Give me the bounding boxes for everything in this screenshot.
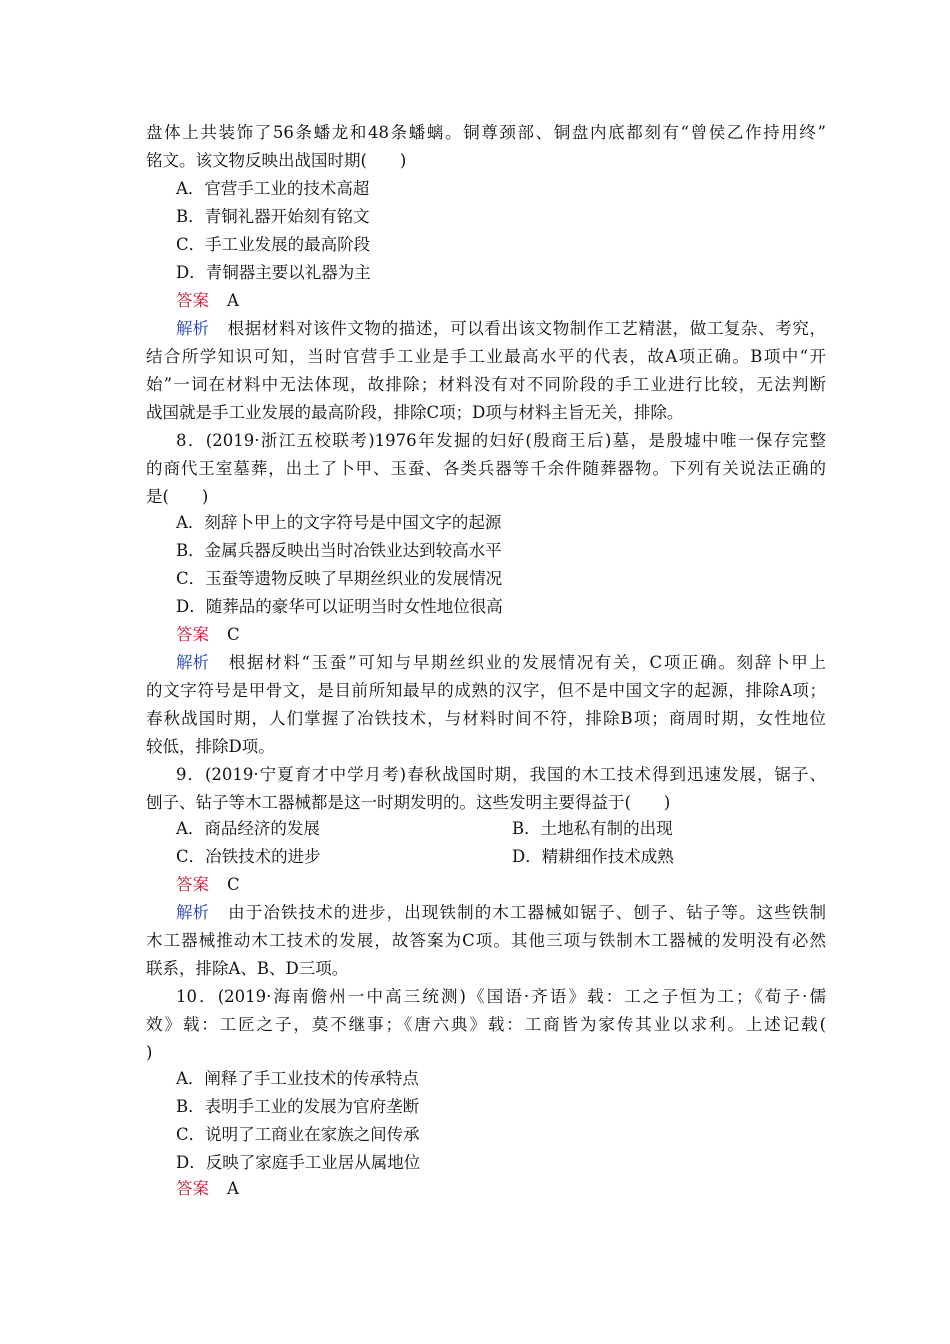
q8-analysis-line-2: 的文字符号是甲骨文，是目前所知最早的成熟的汉字，但不是中国文字的起源，排除A项； bbox=[146, 681, 826, 700]
q9-analysis-line-3: 联系，排除A、B、D三项。 bbox=[146, 959, 349, 978]
q7-stem-line-2: 铭文。该文物反映出战国时期( ) bbox=[146, 151, 407, 170]
q8-option-c: C．玉蚕等遗物反映了早期丝织业的发展情况 bbox=[176, 569, 503, 588]
q9-stem-line-2: 刨子、钻子等木工器械都是这一时期发明的。这些发明主要得益于( ) bbox=[146, 793, 671, 812]
q10-stem-line-1: 10．(2019·海南儋州一中高三统测)《国语·齐语》载：工之子恒为工；《荀子·儒 bbox=[176, 987, 826, 1006]
q10-option-c: C．说明了工商业在家族之间传承 bbox=[176, 1125, 420, 1144]
q10-option-b: B．表明手工业的发展为官府垄断 bbox=[176, 1097, 420, 1116]
q9-option-b: B．土地私有制的出现 bbox=[512, 819, 673, 838]
q7-answer bbox=[176, 287, 856, 315]
q10-stem-line-3: ) bbox=[146, 1043, 153, 1062]
q8-answer bbox=[176, 621, 856, 649]
q8-option-a: A．刻辞卜甲上的文字符号是中国文字的起源 bbox=[176, 513, 502, 532]
q9-option-d: D．精耕细作技术成熟 bbox=[512, 847, 674, 866]
q7-stem-line-1: 盘体上共装饰了56条蟠龙和48条蟠螭。铜尊颈部、铜盘内底都刻有“曾侯乙作持用终” bbox=[146, 123, 826, 142]
q7-analysis-line-3: 始”一词在材料中无法体现，故排除；材料没有对不同阶段的手工业进行比较，无法判断 bbox=[146, 375, 826, 394]
q7-answer-value: A bbox=[227, 291, 239, 310]
q8-stem-line-2: 的商代王室墓葬，出土了卜甲、玉蚕、各类兵器等千余件随葬器物。下列有关说法正确的 bbox=[146, 459, 826, 478]
q9-answer bbox=[176, 871, 856, 899]
q7-analysis-line-1 bbox=[176, 315, 826, 343]
q8-answer-value: C bbox=[227, 625, 240, 644]
q8-stem-line-1: 8．(2019·浙江五校联考)1976年发掘的妇好(殷商王后)墓，是殷墟中唯一保存完整 bbox=[176, 431, 826, 450]
q9-analysis-line-1 bbox=[176, 899, 826, 927]
q8-stem-line-3: 是( ) bbox=[146, 487, 209, 506]
answer-label: 答案 bbox=[176, 1179, 209, 1198]
q8-analysis-line-4: 较低，排除D项。 bbox=[146, 737, 275, 756]
q10-option-a: A．阐释了手工业技术的传承特点 bbox=[176, 1069, 419, 1088]
answer-label: 答案 bbox=[176, 875, 209, 894]
q9-answer-value: C bbox=[227, 875, 240, 894]
q8-analysis-line-3: 春秋战国时期，人们掌握了冶铁技术，与材料时间不符，排除B项；商周时期，女性地位 bbox=[146, 709, 826, 728]
q7-analysis-text-1: 根据材料对该件文物的描述，可以看出该文物制作工艺精湛，做工复杂、考究， bbox=[227, 319, 826, 338]
q7-option-c: C．手工业发展的最高阶段 bbox=[176, 235, 371, 254]
answer-label: 答案 bbox=[176, 625, 209, 644]
q8-option-d: D．随葬品的豪华可以证明当时女性地位很高 bbox=[176, 597, 503, 616]
q7-option-b: B．青铜礼器开始刻有铭文 bbox=[176, 207, 370, 226]
q9-stem-line-1: 9．(2019·宁夏育才中学月考)春秋战国时期，我国的木工技术得到迅速发展，锯子、 bbox=[176, 765, 826, 784]
q7-option-a: A．官营手工业的技术高超 bbox=[176, 179, 370, 198]
q7-analysis-line-4: 战国就是手工业发展的最高阶段，排除C项；D项与材料主旨无关，排除。 bbox=[146, 403, 684, 422]
q9-analysis-text-1: 由于冶铁技术的进步，出现铁制的木工器械如锯子、刨子、钻子等。这些铁制 bbox=[227, 903, 826, 922]
analysis-label: 解析 bbox=[176, 319, 209, 338]
q7-option-d: D．青铜器主要以礼器为主 bbox=[176, 263, 371, 282]
q10-option-d: D．反映了家庭手工业居从属地位 bbox=[176, 1153, 421, 1172]
analysis-label: 解析 bbox=[176, 903, 209, 922]
q9-option-c: C．冶铁技术的进步 bbox=[176, 847, 321, 866]
q9-option-a: A．商品经济的发展 bbox=[176, 819, 320, 838]
q10-answer-value: A bbox=[227, 1179, 239, 1198]
q7-analysis-line-2: 结合所学知识可知，当时官营手工业是手工业最高水平的代表，故A项正确。B项中“开 bbox=[146, 347, 826, 366]
analysis-label: 解析 bbox=[176, 653, 209, 672]
q8-analysis-text-1: 根据材料“玉蚕”可知与早期丝织业的发展情况有关，C项正确。刻辞卜甲上 bbox=[227, 653, 826, 672]
q9-analysis-line-2: 木工器械推动木工技术的发展，故答案为C项。其他三项与铁制木工器械的发明没有必然 bbox=[146, 931, 826, 950]
q8-option-b: B．金属兵器反映出当时冶铁业达到较高水平 bbox=[176, 541, 502, 560]
answer-label: 答案 bbox=[176, 291, 209, 310]
q8-analysis-line-1 bbox=[176, 649, 826, 677]
q10-answer bbox=[176, 1175, 856, 1203]
q10-stem-line-2: 效》载：工匠之子，莫不继事；《唐六典》载：工商皆为家传其业以求利。上述记载( bbox=[146, 1015, 826, 1034]
